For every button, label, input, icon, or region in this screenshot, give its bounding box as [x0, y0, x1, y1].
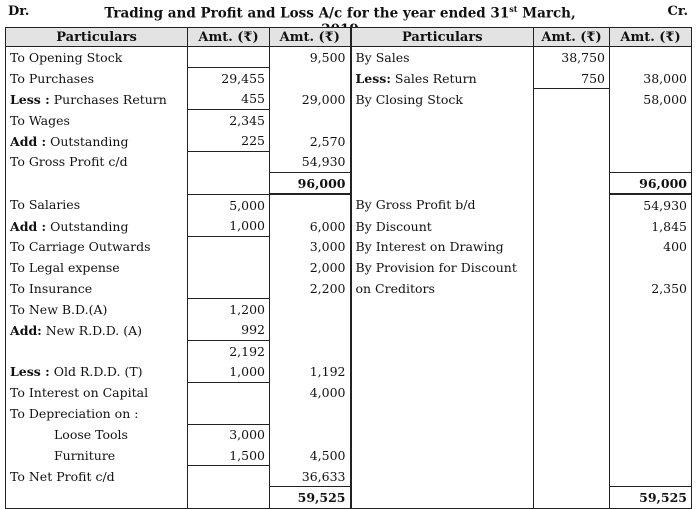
- credit-amount-1: [534, 257, 610, 277]
- debit-amount-2: [270, 194, 351, 215]
- debit-amount-1: 29,455: [188, 68, 270, 89]
- credit-particulars-cell: By Sales: [351, 47, 534, 68]
- credit-amount-2: [610, 361, 692, 382]
- debit-amount-1: [188, 487, 270, 508]
- debit-amount-1: [188, 47, 270, 68]
- credit-amount-2: [610, 47, 692, 68]
- debit-particulars-cell: [6, 172, 188, 194]
- debit-amount-2: 1,192: [270, 361, 351, 382]
- credit-amount-2: [610, 257, 692, 277]
- debit-particulars-cell: To New B.D.(A): [6, 299, 188, 320]
- credit-amount-2: [610, 466, 692, 487]
- credit-particulars-cell: [351, 151, 534, 172]
- credit-amount-1: [534, 320, 610, 341]
- debit-amount-1: 992: [188, 320, 270, 341]
- credit-amount-1: [534, 194, 610, 215]
- debit-particulars-cell: To Salaries: [6, 194, 188, 215]
- table-row: [6, 151, 692, 172]
- debit-amount-2: 9,500: [270, 47, 351, 68]
- credit-particulars-cell: Less: Sales Return: [351, 68, 534, 89]
- debit-amount-1: 1,000: [188, 361, 270, 382]
- debit-particulars-cell: Less : Old R.D.D. (T): [6, 361, 188, 382]
- credit-amount-1: [534, 237, 610, 258]
- debit-particulars-cell: To Net Profit c/d: [6, 466, 188, 487]
- debit-amount-1: [188, 382, 270, 403]
- credit-amount-2: [610, 131, 692, 152]
- table-row: [6, 278, 692, 299]
- debit-particulars-cell: Add : Outstanding: [6, 131, 188, 152]
- debit-particulars-cell: Furniture: [6, 445, 188, 466]
- debit-amount-2: [270, 340, 351, 361]
- credit-amount-2: [610, 320, 692, 341]
- debit-amount-2: 6,000: [270, 216, 351, 237]
- credit-particulars-cell: [351, 110, 534, 131]
- table-row: [6, 340, 692, 361]
- debit-amount-2: 2,200: [270, 278, 351, 299]
- debit-amount-1: [188, 172, 270, 194]
- credit-amount-1: [534, 151, 610, 172]
- statement-title: Trading and Profit and Loss A/c for the year ended 31st March,: [104, 4, 576, 22]
- col-particulars-debit: Particulars: [6, 28, 188, 47]
- credit-particulars-cell: [351, 487, 534, 508]
- debit-particulars-cell: Loose Tools: [6, 424, 188, 445]
- credit-particulars-cell: [351, 299, 534, 320]
- col-amount-credit-2: Amt. (₹): [610, 28, 692, 47]
- debit-amount-2: 4,500: [270, 445, 351, 466]
- debit-amount-2: [270, 299, 351, 320]
- debit-amount-1: [188, 151, 270, 172]
- credit-amount-2: 38,000: [610, 68, 692, 89]
- credit-particulars-cell: [351, 361, 534, 382]
- debit-particulars-cell: To Insurance: [6, 278, 188, 299]
- credit-particulars-cell: By Interest on Drawing: [351, 237, 534, 258]
- debit-particulars-cell: To Purchases: [6, 68, 188, 89]
- debit-particulars-cell: Add : Outstanding: [6, 216, 188, 237]
- debit-amount-2: 96,000: [270, 172, 351, 194]
- table-row: [6, 487, 692, 508]
- credit-amount-1: [534, 382, 610, 403]
- debit-particulars-cell: To Legal expense: [6, 257, 188, 277]
- debit-particulars-cell: To Opening Stock: [6, 47, 188, 68]
- credit-particulars-cell: By Provision for Discount: [351, 257, 534, 277]
- debit-particulars-cell: [6, 487, 188, 508]
- debit-amount-2: 36,633: [270, 466, 351, 487]
- trading-pl-account-table: [5, 27, 692, 509]
- table-row: [6, 299, 692, 320]
- credit-particulars-cell: [351, 466, 534, 487]
- credit-particulars-cell: [351, 424, 534, 445]
- credit-amount-1: [534, 403, 610, 424]
- debit-particulars-cell: To Interest on Capital: [6, 382, 188, 403]
- credit-amount-2: 54,930: [610, 194, 692, 215]
- debit-particulars-cell: To Carriage Outwards: [6, 237, 188, 258]
- debit-amount-2: [270, 110, 351, 131]
- credit-particulars-cell: [351, 445, 534, 466]
- credit-particulars-cell: [351, 131, 534, 152]
- credit-label: Cr.: [667, 4, 688, 19]
- debit-amount-2: [270, 424, 351, 445]
- debit-amount-1: 2,345: [188, 110, 270, 131]
- debit-amount-2: 4,000: [270, 382, 351, 403]
- credit-amount-1: 38,750: [534, 47, 610, 68]
- credit-particulars-cell: [351, 340, 534, 361]
- table-row: [6, 382, 692, 403]
- credit-amount-1: 750: [534, 68, 610, 89]
- debit-amount-2: [270, 68, 351, 89]
- table-row: [6, 320, 692, 341]
- table-row: [6, 424, 692, 445]
- credit-particulars-cell: [351, 403, 534, 424]
- debit-amount-2: 2,000: [270, 257, 351, 277]
- credit-amount-2: [610, 382, 692, 403]
- debit-particulars-cell: Add: New R.D.D. (A): [6, 320, 188, 341]
- debit-particulars-cell: Less : Purchases Return: [6, 89, 188, 110]
- debit-particulars-cell: [6, 340, 188, 361]
- credit-amount-1: [534, 487, 610, 508]
- table-row: [6, 110, 692, 131]
- credit-amount-1: [534, 216, 610, 237]
- table-header-row: [6, 28, 692, 47]
- table-row: [6, 194, 692, 215]
- credit-amount-2: 1,845: [610, 216, 692, 237]
- credit-amount-2: 96,000: [610, 172, 692, 194]
- credit-particulars-cell: By Discount: [351, 216, 534, 237]
- credit-particulars-cell: [351, 382, 534, 403]
- credit-particulars-cell: [351, 172, 534, 194]
- credit-amount-2: [610, 424, 692, 445]
- credit-amount-1: [534, 278, 610, 299]
- debit-amount-1: 1,200: [188, 299, 270, 320]
- credit-particulars-cell: [351, 320, 534, 341]
- credit-amount-1: [534, 424, 610, 445]
- debit-amount-1: 1,500: [188, 445, 270, 466]
- table-row: [6, 466, 692, 487]
- debit-amount-1: [188, 466, 270, 487]
- table-row: [6, 172, 692, 194]
- col-amount-credit-1: Amt. (₹): [534, 28, 610, 47]
- credit-amount-2: 58,000: [610, 89, 692, 110]
- table-row: [6, 237, 692, 258]
- debit-amount-2: 54,930: [270, 151, 351, 172]
- debit-amount-1: [188, 403, 270, 424]
- col-amount-debit-2: Amt. (₹): [270, 28, 351, 47]
- credit-amount-1: [534, 361, 610, 382]
- credit-particulars-cell: on Creditors: [351, 278, 534, 299]
- table-row: [6, 89, 692, 110]
- table-row: [6, 257, 692, 277]
- credit-amount-2: [610, 151, 692, 172]
- credit-amount-1: [534, 299, 610, 320]
- table-row: [6, 68, 692, 89]
- credit-amount-2: 2,350: [610, 278, 692, 299]
- credit-amount-2: [610, 299, 692, 320]
- credit-particulars-cell: By Gross Profit b/d: [351, 194, 534, 215]
- debit-amount-1: 455: [188, 89, 270, 110]
- credit-amount-2: [610, 403, 692, 424]
- statement-header: [0, 4, 696, 24]
- debit-particulars-cell: To Gross Profit c/d: [6, 151, 188, 172]
- debit-amount-2: [270, 320, 351, 341]
- col-particulars-credit: Particulars: [351, 28, 534, 47]
- debit-label: Dr.: [8, 4, 30, 19]
- credit-amount-1: [534, 89, 610, 110]
- debit-amount-1: 3,000: [188, 424, 270, 445]
- credit-amount-1: [534, 445, 610, 466]
- col-amount-debit-1: Amt. (₹): [188, 28, 270, 47]
- table-row: [6, 47, 692, 68]
- debit-amount-1: 5,000: [188, 194, 270, 215]
- debit-particulars-cell: To Wages: [6, 110, 188, 131]
- table-row: [6, 361, 692, 382]
- table-row: [6, 445, 692, 466]
- table-row: [6, 403, 692, 424]
- credit-amount-1: [534, 110, 610, 131]
- credit-amount-1: [534, 340, 610, 361]
- credit-amount-2: [610, 340, 692, 361]
- table-row: [6, 131, 692, 152]
- debit-amount-2: [270, 403, 351, 424]
- debit-amount-1: 2,192: [188, 340, 270, 361]
- debit-amount-1: [188, 237, 270, 258]
- debit-amount-1: 1,000: [188, 216, 270, 237]
- debit-amount-1: 225: [188, 131, 270, 152]
- debit-particulars-cell: To Depreciation on :: [6, 403, 188, 424]
- debit-amount-2: 29,000: [270, 89, 351, 110]
- credit-amount-1: [534, 172, 610, 194]
- credit-particulars-cell: By Closing Stock: [351, 89, 534, 110]
- debit-amount-1: [188, 257, 270, 277]
- credit-amount-2: 400: [610, 237, 692, 258]
- debit-amount-2: 3,000: [270, 237, 351, 258]
- credit-amount-2: [610, 445, 692, 466]
- table-row: [6, 216, 692, 237]
- credit-amount-1: [534, 466, 610, 487]
- credit-amount-1: [534, 131, 610, 152]
- credit-amount-2: 59,525: [610, 487, 692, 508]
- debit-amount-2: 59,525: [270, 487, 351, 508]
- debit-amount-1: [188, 278, 270, 299]
- debit-amount-2: 2,570: [270, 131, 351, 152]
- credit-amount-2: [610, 110, 692, 131]
